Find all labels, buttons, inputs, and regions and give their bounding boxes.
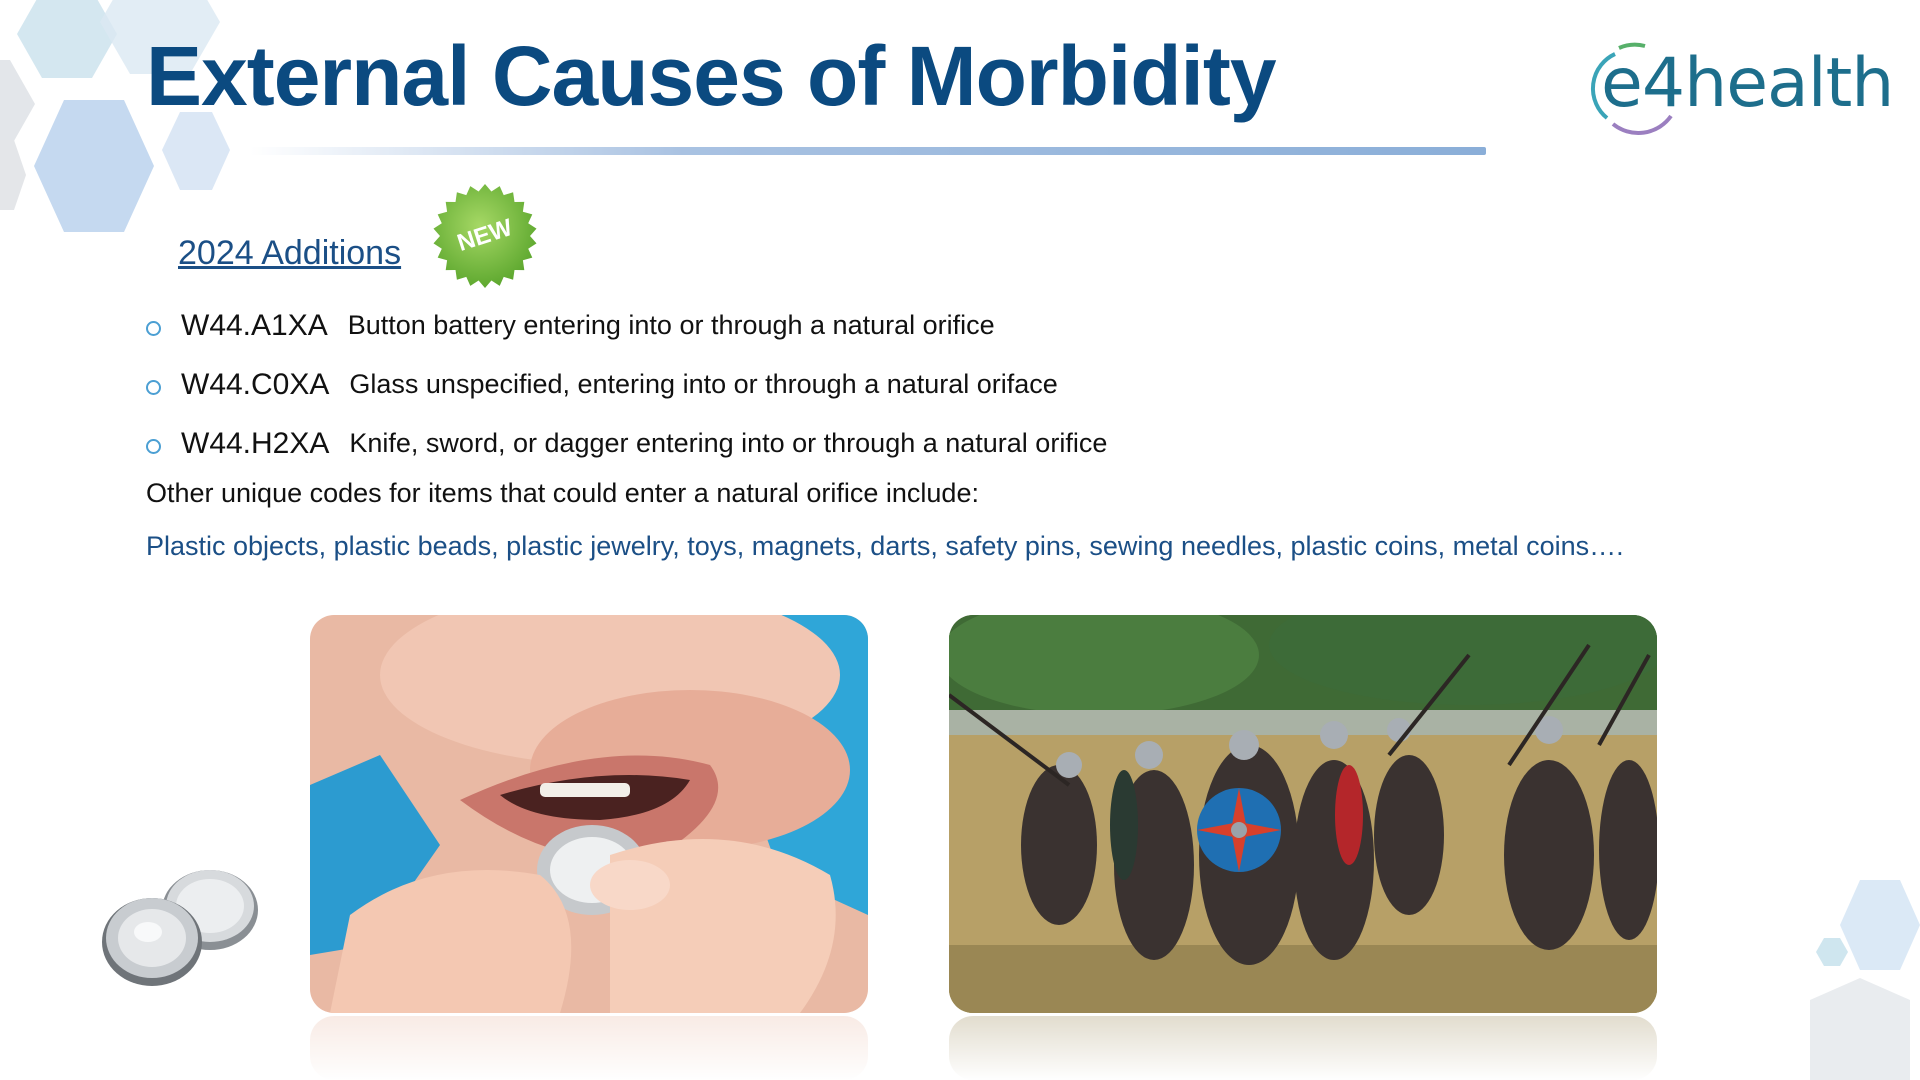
other-codes-list: Plastic objects, plastic beads, plastic jewelry, toys, magnets, darts, safety pins, sewing needles, plastic coins, metal coins…. [146,531,1624,561]
section-subheading: 2024 Additions [178,234,402,272]
code-description: Button battery entering into or through a natural orifice [347,310,995,340]
badge-text: NEW [454,214,516,258]
code-value: W44.C0XA [181,367,330,401]
hollow-circle-bullet-icon [146,439,161,454]
hexagon-decoration-bottom-right [1800,870,1920,1080]
child-putting-button-battery-in-mouth-photo [310,615,868,1013]
hollow-circle-bullet-icon [146,380,161,395]
button-batteries-photo [100,860,265,990]
code-value: W44.A1XA [181,308,328,342]
viking-reenactment-battle-photo [949,615,1657,1013]
list-item [146,296,1107,355]
child-photo-reflection [310,1016,868,1080]
list-item [146,414,1107,473]
code-description: Knife, sword, or dagger entering into or through a natural orifice [349,428,1108,458]
new-starburst-badge [432,183,538,289]
other-codes-intro: Other unique codes for items that could enter a natural orifice include: [146,478,979,508]
code-description: Glass unspecified, entering into or through a natural oriface [349,369,1058,399]
page-title: External Causes of Morbidity [146,29,1276,123]
logo-text: e4health [1601,44,1894,123]
new-codes-list [146,296,1107,473]
e4health-logo [1585,36,1894,136]
viking-photo-reflection [949,1016,1657,1080]
code-value: W44.H2XA [181,426,330,460]
hollow-circle-bullet-icon [146,321,161,336]
title-underline-rule [250,147,1486,155]
list-item [146,355,1107,414]
